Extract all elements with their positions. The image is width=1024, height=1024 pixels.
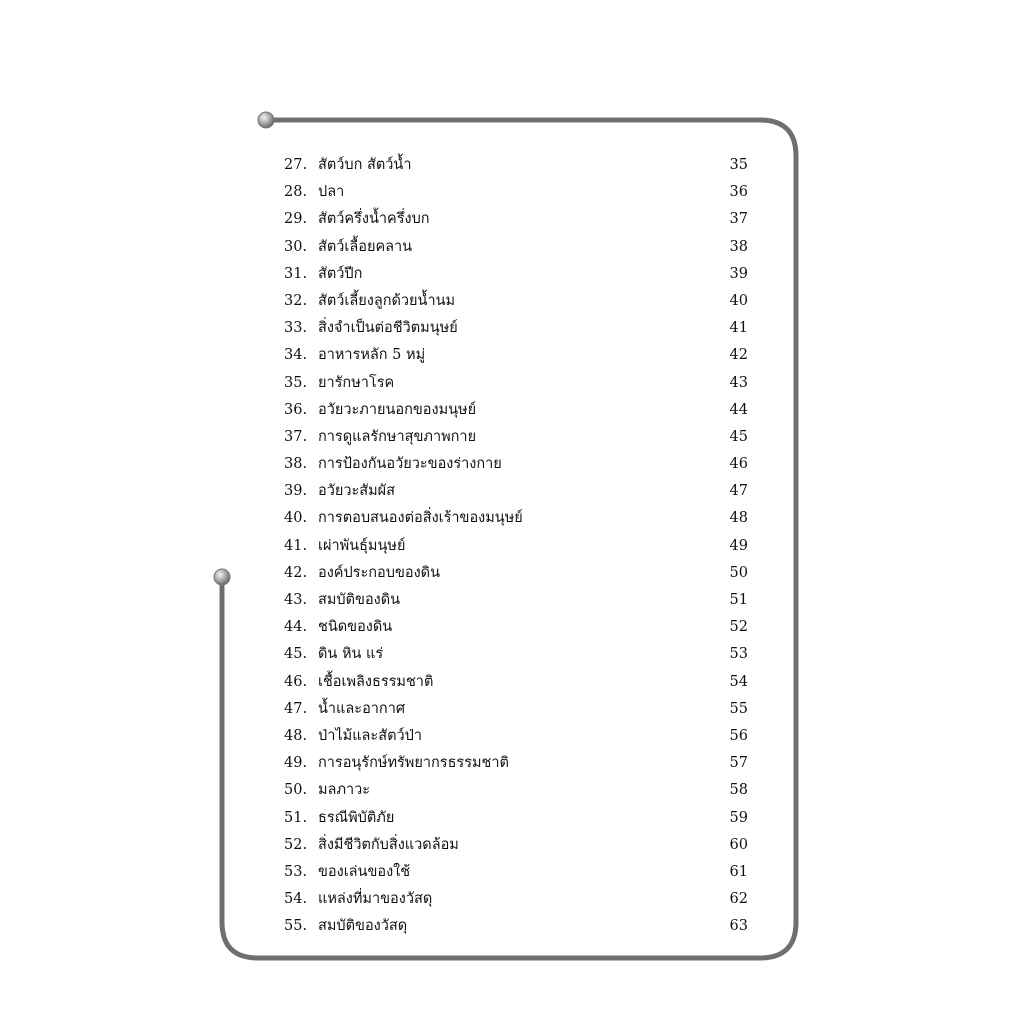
toc-entry: [284, 886, 750, 913]
toc-entry-number: 41.: [284, 537, 308, 554]
toc-entry-page-number: 58: [729, 782, 748, 799]
toc-entry: [284, 179, 750, 206]
toc-entry-number: 51.: [284, 809, 308, 826]
toc-entry: [284, 696, 750, 723]
toc-entry-number: 37.: [284, 428, 308, 445]
toc-entry: [284, 859, 750, 886]
toc-entry-page-number: 35: [729, 157, 748, 173]
toc-entry-page-number: 59: [729, 809, 748, 826]
toc-entry-number: 46.: [284, 673, 308, 690]
toc-entry-page-number: 38: [729, 238, 748, 255]
toc-entry-number: 27.: [284, 157, 308, 173]
toc-entry-page-number: 42: [729, 347, 748, 364]
toc-entry-number: 38.: [284, 456, 308, 473]
toc-entry-number: 44.: [284, 619, 308, 636]
toc-entry: [284, 832, 750, 859]
toc-entry-number: 30.: [284, 238, 308, 255]
toc-entry-page-number: 41: [729, 320, 748, 337]
toc-entry-number: 32.: [284, 292, 308, 309]
toc-entry-page-number: 45: [729, 428, 748, 445]
toc-entry-number: 29.: [284, 211, 308, 228]
toc-entry: [284, 261, 750, 288]
toc-entry-title: เผ่าพันธุ์มนุษย์: [318, 537, 406, 554]
toc-entry-page-number: 54: [729, 673, 748, 690]
toc-entry-page-number: 36: [729, 184, 748, 201]
toc-entry-page-number: 62: [729, 891, 748, 908]
toc-entry-title: สัตว์เลื้อยคลาน: [318, 238, 413, 255]
toc-entry: [284, 451, 750, 478]
toc-entry-number: 47.: [284, 700, 308, 717]
toc-entry-page-number: 50: [729, 564, 748, 581]
toc-entry-page-number: 57: [729, 755, 748, 772]
toc-entry-page-number: 51: [729, 592, 748, 608]
toc-entry: [284, 669, 750, 696]
toc-entry: [284, 288, 750, 315]
toc-entry-number: 50.: [284, 782, 308, 799]
toc-entry-number: 34.: [284, 347, 308, 364]
toc-entry: [284, 913, 750, 940]
toc-entry-title: ปลา: [318, 184, 345, 201]
toc-entry-page-number: 55: [729, 700, 748, 717]
toc-entry: [284, 805, 750, 832]
toc-entry-title: แหล่งที่มาของวัสดุ: [318, 891, 433, 908]
toc-entry: [284, 533, 750, 560]
toc-entry-number: 49.: [284, 755, 308, 772]
toc-entry: [284, 424, 750, 451]
toc-entry-title: สมบัติของดิน: [318, 592, 401, 608]
toc-entry-page-number: 52: [729, 619, 748, 636]
toc-entry-title: ธรณีพิบัติภัย: [318, 809, 395, 826]
toc-entry-number: 48.: [284, 727, 308, 744]
toc-entry-title: องค์ประกอบของดิน: [318, 564, 440, 581]
toc-entry-title: สมบัติของวัสดุ: [318, 918, 408, 935]
toc-entry: [284, 342, 750, 369]
toc-entry-title: สัตว์ปีก: [318, 265, 363, 282]
toc-entry-title: สิ่งจำเป็นต่อชีวิตมนุษย์: [318, 320, 458, 337]
toc-entry-title: อวัยวะสัมผัส: [318, 483, 396, 500]
frame-ornament-top: [258, 112, 274, 128]
toc-entry-page-number: 53: [729, 646, 748, 663]
toc-entry-title: การดูแลรักษาสุขภาพกาย: [318, 428, 477, 445]
toc-entry-page-number: 40: [729, 292, 748, 309]
toc-entry-page-number: 37: [729, 211, 748, 228]
toc-entry-title: ยารักษาโรค: [318, 374, 395, 391]
toc-entry-number: 54.: [284, 891, 308, 908]
toc-entry-number: 31.: [284, 265, 308, 282]
toc-entry-page-number: 61: [729, 863, 748, 880]
toc-entry-page-number: 60: [729, 836, 748, 853]
toc-entry: [284, 723, 750, 750]
toc-entry: [284, 478, 750, 505]
toc-entry-number: 39.: [284, 483, 308, 500]
toc-entry-title: ดิน หิน แร่: [318, 646, 384, 663]
toc-entry-number: 36.: [284, 401, 308, 418]
toc-entry-number: 55.: [284, 918, 308, 935]
toc-entry-title: ป่าไม้และสัตว์ป่า: [318, 727, 422, 744]
toc-entry-title: ชนิดของดิน: [318, 619, 393, 636]
toc-entry-title: เชื้อเพลิงธรรมชาติ: [318, 673, 434, 690]
toc-entry-page-number: 56: [729, 727, 748, 744]
toc-entry-title: สัตว์บก สัตว์น้ำ: [318, 157, 412, 173]
toc-entry: [284, 234, 750, 261]
toc-entry: [284, 315, 750, 342]
toc-entry: [284, 587, 750, 614]
toc-entry-title: อาหารหลัก 5 หมู่: [318, 347, 426, 364]
toc-entry: [284, 750, 750, 777]
toc-entry-title: สิ่งมีชีวิตกับสิ่งแวดล้อม: [318, 836, 459, 853]
toc-entry: [284, 505, 750, 532]
toc-entry-number: 53.: [284, 863, 308, 880]
toc-entry: [284, 614, 750, 641]
toc-entry-title: อวัยวะภายนอกของมนุษย์: [318, 401, 477, 418]
toc-entry-page-number: 43: [729, 374, 748, 391]
toc-entry: [284, 777, 750, 804]
toc-entry: [284, 152, 750, 179]
toc-entry-number: 28.: [284, 184, 308, 201]
toc-entry-title: สัตว์ครึ่งน้ำครึ่งบก: [318, 211, 430, 228]
toc-entry-title: การตอบสนองต่อสิ่งเร้าของมนุษย์: [318, 510, 523, 527]
toc-entry-page-number: 47: [729, 483, 748, 500]
toc-entry-page-number: 39: [729, 265, 748, 282]
toc-entry-title: มลภาวะ: [318, 782, 371, 799]
toc-entry: [284, 560, 750, 587]
toc-entry-number: 43.: [284, 592, 308, 608]
toc-entry-page-number: 48: [729, 510, 748, 527]
toc-entry-number: 33.: [284, 320, 308, 337]
toc-entry-number: 40.: [284, 510, 308, 527]
toc-entry: [284, 397, 750, 424]
toc-entry-title: สัตว์เลี้ยงลูกด้วยน้ำนม: [318, 292, 456, 309]
toc-entry-number: 52.: [284, 836, 308, 853]
toc-entry-title: การอนุรักษ์ทรัพยากรธรรมชาติ: [318, 755, 509, 772]
toc-entry: [284, 206, 750, 233]
toc-entry-page-number: 44: [729, 401, 748, 418]
toc-entry: [284, 370, 750, 397]
toc-entry-number: 35.: [284, 374, 308, 391]
toc-entry-title: น้ำและอากาศ: [318, 700, 406, 717]
toc-entry-title: การป้องกันอวัยวะของร่างกาย: [318, 456, 502, 473]
toc-entry-page-number: 63: [729, 918, 748, 935]
toc-entry-page-number: 46: [729, 456, 748, 473]
toc-entry-number: 42.: [284, 564, 308, 581]
frame-ornament-left: [214, 569, 230, 585]
toc-entry-number: 45.: [284, 646, 308, 663]
toc-entry-title: ของเล่นของใช้: [318, 863, 411, 880]
toc-entry: [284, 641, 750, 668]
table-of-contents: [284, 152, 750, 940]
toc-entry-page-number: 49: [729, 537, 748, 554]
